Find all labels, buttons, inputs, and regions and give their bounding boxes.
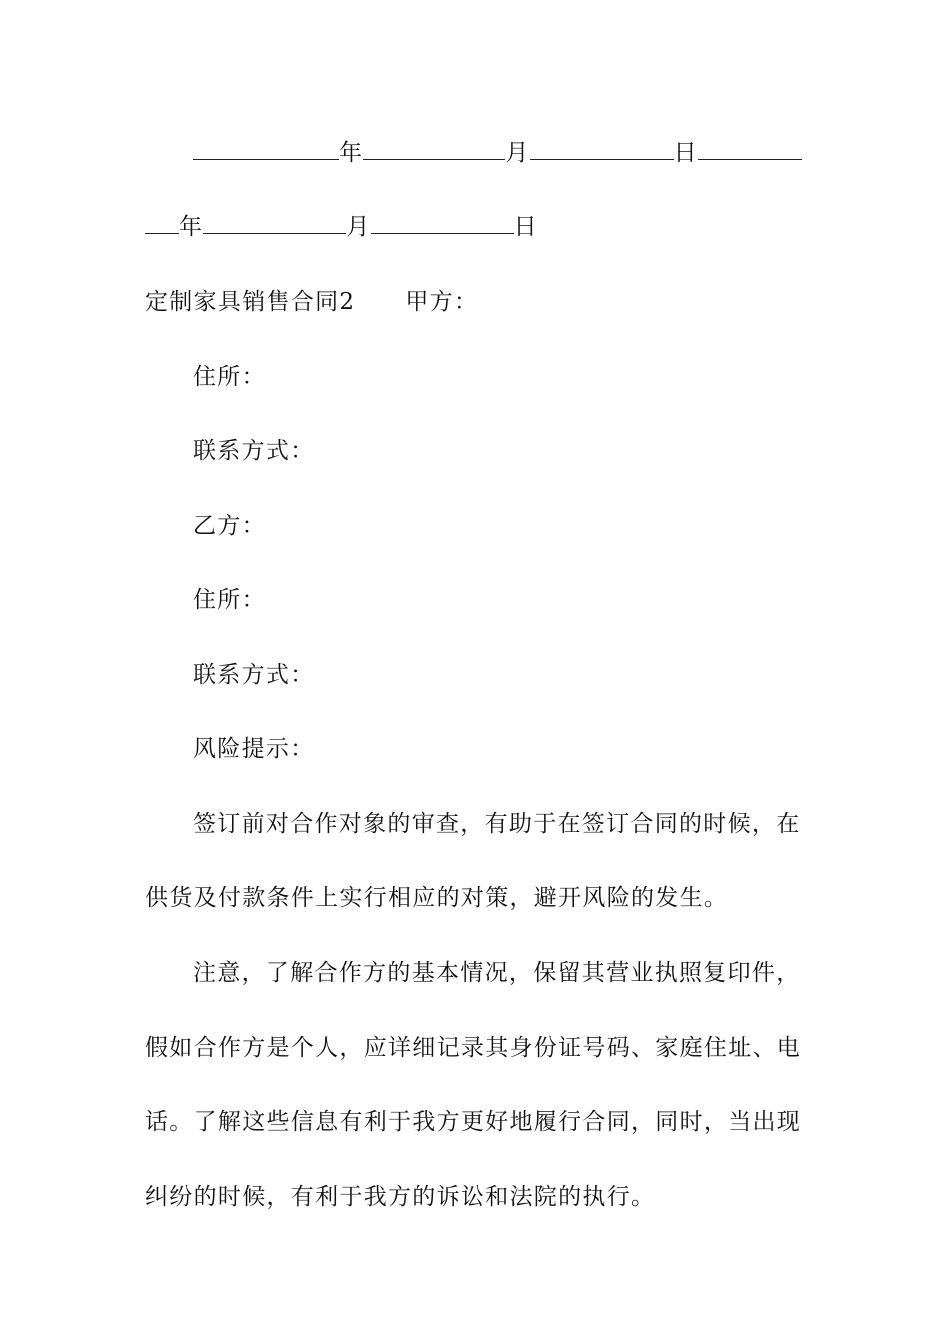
party-b-address: 住所： (193, 587, 266, 613)
date-line-1 (193, 138, 805, 168)
month-blank-2 (203, 213, 346, 234)
day-label-1: 日 (673, 140, 698, 166)
party-b-label: 乙方： (193, 513, 266, 539)
risk-paragraph-2-line-3: 话。了解这些信息有利于我方更好地履行合同，同时，当出现 (145, 1109, 802, 1135)
month-blank-1 (363, 139, 505, 160)
year-label-1: 年 (339, 140, 364, 166)
risk-paragraph-2-line-1: 注意，了解合作方的基本情况，保留其营业执照复印件， (193, 960, 801, 986)
date-line-2 (145, 212, 805, 242)
party-a-contact: 联系方式： (193, 438, 315, 464)
day-label-2: 日 (513, 214, 538, 240)
risk-label: 风险提示： (193, 736, 315, 762)
risk-paragraph-2-line-4: 纠纷的时候，有利于我方的诉讼和法院的执行。 (145, 1184, 656, 1210)
day-blank-2 (371, 213, 514, 234)
year-blank-1 (193, 139, 339, 160)
trailing-blank-1 (698, 139, 802, 160)
heading-line (145, 287, 805, 317)
risk-paragraph-1-line-2: 供货及付款条件上实行相应的对策，避开风险的发生。 (145, 885, 729, 911)
risk-paragraph-2-line-2: 假如合作方是个人，应详细记录其身份证号码、家庭住址、电 (145, 1035, 802, 1061)
party-a-address: 住所： (193, 364, 266, 390)
party-a-label: 甲方： (405, 289, 479, 315)
year-blank-2 (145, 213, 179, 234)
contract-title: 定制家具销售合同2 (145, 289, 356, 315)
year-label-2: 年 (179, 214, 204, 240)
risk-paragraph-1-line-1: 签订前对合作对象的审查，有助于在签订合同的时候，在 (193, 811, 801, 837)
month-label-1: 月 (505, 140, 530, 166)
day-blank-1 (530, 139, 674, 160)
party-b-contact: 联系方式： (193, 662, 315, 688)
month-label-2: 月 (346, 214, 371, 240)
